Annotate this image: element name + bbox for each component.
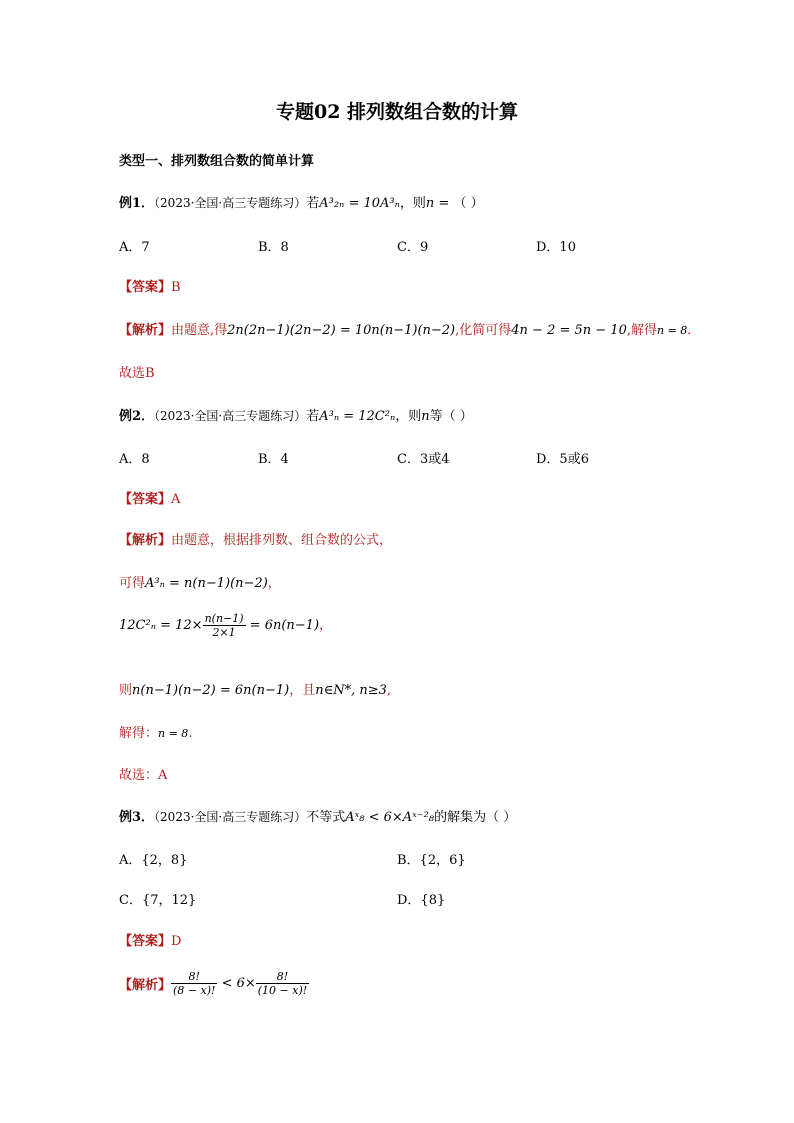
section-heading: 类型一、排列数组合数的简单计算 <box>119 154 315 169</box>
analysis-tag: 【解析】 <box>119 978 172 993</box>
fraction-denominator: (10 − x)! <box>257 984 308 997</box>
answer-value: A <box>171 492 181 507</box>
condition: n∈N*, n≥3 <box>315 683 387 698</box>
example-2-options <box>119 448 679 466</box>
analysis-text: 由题意，根据排列数、组合数的公式， <box>171 533 393 548</box>
option-c: C．{7，12} <box>119 893 197 908</box>
analysis-text: 由题意,得 <box>171 323 228 338</box>
option-c: C．9 <box>397 240 429 255</box>
option-a: A．7 <box>119 240 150 255</box>
example-3-answer <box>119 930 181 949</box>
equation: 2n(2n−1)(2n−2) = 10n(n−1)(n−2) <box>227 323 456 338</box>
question-text: ，则 <box>399 196 426 211</box>
example-1-options <box>119 236 679 254</box>
example-3-options-row-2 <box>119 889 679 907</box>
example-1-answer <box>119 276 181 295</box>
question-text: ，则 <box>395 409 422 424</box>
source: （2023·全国·高三专题练习） <box>154 196 307 210</box>
question-text: 的解集为（ ） <box>434 810 517 825</box>
analysis-text: ，且 <box>289 683 316 698</box>
example-label: 例1． <box>119 196 155 211</box>
analysis-text: , <box>386 683 392 698</box>
equation: A³₂ₙ = 10A³ₙ <box>319 196 400 211</box>
example-2-question <box>119 405 473 424</box>
question-text: 若 <box>306 196 320 211</box>
analysis-line-4 <box>119 679 391 698</box>
example-2-answer <box>119 488 180 507</box>
page-title: 专题02 排列数组合数的计算 <box>275 101 519 123</box>
option-d: D．5或6 <box>536 452 589 467</box>
analysis-text: . <box>188 726 193 741</box>
analysis-text: 则 <box>119 683 133 698</box>
analysis-tag: 【解析】 <box>119 323 172 338</box>
example-1-conclusion: 故选B <box>119 366 155 381</box>
option-d: D．{8} <box>397 893 446 908</box>
fraction-numerator: 8! <box>171 970 217 984</box>
fraction <box>171 970 217 997</box>
inequality-sign: < 6× <box>217 976 256 991</box>
analysis-line-5 <box>119 722 192 741</box>
equation: n(n−1)(n−2) = 6n(n−1) <box>132 683 290 698</box>
answer-tag: 【答案】 <box>119 280 172 295</box>
answer-tag: 【答案】 <box>119 934 172 949</box>
example-label: 例3． <box>119 810 155 825</box>
answer-tag: 【答案】 <box>119 492 172 507</box>
example-label: 例2． <box>119 409 155 424</box>
analysis-text: 可得 <box>119 576 146 591</box>
example-3-question <box>119 806 516 825</box>
fraction-denominator: (8 − x)! <box>173 984 216 997</box>
question-text: = （ ） <box>434 196 484 211</box>
equation: 12C²ₙ = 12× <box>119 618 203 633</box>
question-text: 不等式 <box>306 810 346 825</box>
option-c: C．3或4 <box>397 452 450 467</box>
analysis-text: ， <box>319 618 333 633</box>
analysis-text: 解得： <box>119 726 159 741</box>
option-b: B．{2，6} <box>397 853 466 868</box>
equation: n = 8 <box>657 324 688 337</box>
variable: n <box>425 196 435 211</box>
example-2-conclusion: 故选：A <box>119 768 168 783</box>
analysis-text: ． <box>687 323 701 338</box>
question-text: 若 <box>306 409 320 424</box>
fraction-numerator: n(n−1) <box>204 612 244 625</box>
option-b: B．4 <box>258 452 289 467</box>
equation: 4n − 2 = 5n − 10 <box>511 323 627 338</box>
equation: A³ₙ = n(n−1)(n−2) <box>145 576 268 591</box>
analysis-text: ,化简可得 <box>455 323 512 338</box>
question-text: 等（ ） <box>429 409 473 424</box>
source: （2023·全国·高三专题练习） <box>154 409 307 423</box>
option-a: A．{2，8} <box>119 853 188 868</box>
option-d: D．10 <box>536 240 576 255</box>
inequality: Aˣ₈ < 6×Aˣ⁻²₈ <box>345 810 435 825</box>
analysis-line-3 <box>119 612 332 639</box>
option-b: B．8 <box>258 240 289 255</box>
fraction <box>203 612 246 639</box>
example-3-analysis <box>119 970 309 997</box>
answer-value: B <box>171 280 181 295</box>
example-2-analysis <box>119 529 392 548</box>
equation: = 6n(n−1) <box>245 618 320 633</box>
option-a: A．8 <box>119 452 150 467</box>
analysis-tag: 【解析】 <box>119 533 172 548</box>
example-1-question <box>119 192 484 211</box>
example-1-analysis <box>119 319 700 338</box>
example-3-options-row-1 <box>119 849 679 867</box>
fraction-numerator: 8! <box>256 970 309 984</box>
answer-value: D <box>171 934 182 949</box>
equation: A³ₙ = 12C²ₙ <box>319 409 396 424</box>
analysis-text: ,解得 <box>626 323 657 338</box>
fraction-denominator: 2×1 <box>212 626 236 639</box>
source: （2023·全国·高三专题练习） <box>154 810 307 824</box>
analysis-text: ， <box>267 576 281 591</box>
equation: n = 8 <box>158 727 189 740</box>
variable: n <box>421 409 430 424</box>
fraction <box>256 970 309 997</box>
analysis-line-2 <box>119 572 281 591</box>
